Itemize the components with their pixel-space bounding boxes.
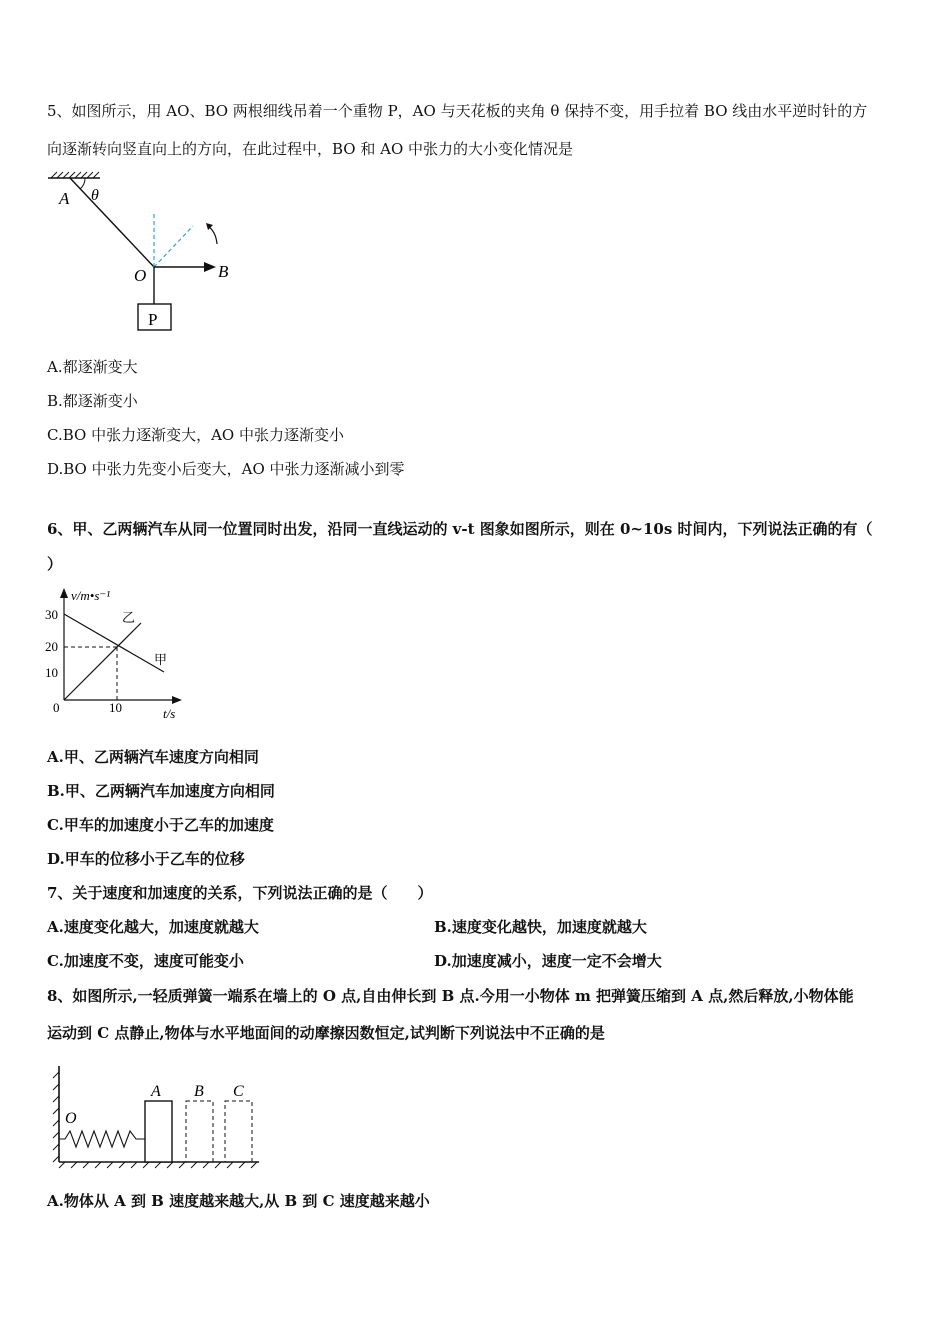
q5-option-d: D.BO 中张力先变小后变大，AO 中张力逐渐减小到零: [47, 460, 405, 478]
label-jia: 甲: [154, 652, 168, 667]
q8-option-a: A.物体从 A 到 B 速度越来越大,从 B 到 C 速度越来越小: [47, 1192, 430, 1210]
dashed-oblique-BO: [154, 226, 193, 267]
q8-stem-line-1: 8、如图所示,一轻质弹簧一端系在墙上的 O 点,自由伸长到 B 点.今用一小物体 m 把弹簧压缩到 A 点,然后释放,小物体能: [47, 987, 854, 1005]
q6-option-b: B.甲、乙两辆汽车加速度方向相同: [47, 782, 275, 800]
q7-option-c: C.加速度不变，速度可能变小: [47, 952, 244, 970]
q7-option-b: B.速度变化越快，加速度就越大: [434, 918, 647, 936]
wall: [53, 1066, 59, 1162]
x-axis-label: t/s: [163, 706, 176, 721]
q6-stem-line-1: 6、甲、乙两辆汽车从同一位置同时出发，沿同一直线运动的 v-t 图象如图所示，则在 0~10s 时间内，下列说法正确的有（: [47, 520, 873, 538]
q7-stem: 7、关于速度和加速度的关系，下列说法正确的是（ ）: [47, 884, 433, 902]
q6-option-c: C.甲车的加速度小于乙车的加速度: [47, 816, 274, 834]
y-tick-10: 10: [45, 665, 58, 680]
label-O: O: [134, 266, 147, 285]
q5-option-b: B.都逐渐变小: [47, 392, 138, 410]
label-C: C: [233, 1083, 244, 1100]
arrow-B: [204, 262, 216, 272]
label-O: O: [65, 1110, 77, 1127]
q8-stem-line-2: 运动到 C 点静止,物体与水平地面间的动摩擦因数恒定,试判断下列说法中不正确的是: [47, 1024, 605, 1042]
q6-option-d: D.甲车的位移小于乙车的位移: [47, 850, 245, 868]
rope-AO: [70, 178, 154, 267]
label-theta: θ: [91, 187, 99, 204]
y-axis-arrow: [60, 588, 68, 598]
label-A: A: [59, 189, 70, 208]
q6-vt-graph: [40, 582, 190, 724]
q6-stem-line-2: ）: [47, 555, 63, 573]
q5-stem-line-1: 5、如图所示，用 AO、BO 两根细线吊着一个重物 P，AO 与天花板的夹角 θ 保持不变，用手拉着 BO 线由水平逆时针的方: [47, 102, 868, 120]
q7-option-a: A.速度变化越大，加速度就越大: [47, 918, 259, 936]
line-jia: [64, 614, 164, 672]
q6-option-a: A.甲、乙两辆汽车速度方向相同: [47, 748, 259, 766]
label-B: B: [194, 1083, 204, 1100]
q5-figure: [40, 168, 240, 336]
y-axis-label: v/m•s⁻¹: [71, 588, 111, 603]
rotation-arc: [208, 226, 217, 244]
q8-figure: [45, 1060, 275, 1172]
label-A: A: [151, 1083, 161, 1100]
spring: [59, 1131, 145, 1147]
label-yi: 乙: [122, 610, 136, 625]
origin-label: 0: [53, 700, 60, 715]
y-tick-20: 20: [45, 639, 58, 654]
q7-option-d: D.加速度减小，速度一定不会增大: [434, 952, 662, 970]
block-at-A: [145, 1101, 172, 1162]
x-axis-arrow: [172, 696, 182, 704]
q5-stem-line-2: 向逐渐转向竖直向上的方向，在此过程中，BO 和 AO 中张力的大小变化情况是: [47, 140, 574, 158]
floor: [59, 1162, 259, 1168]
dashed-block-C: [225, 1101, 252, 1162]
line-yi: [64, 623, 141, 700]
q5-option-a: A.都逐渐变大: [47, 358, 138, 376]
ceiling: [48, 172, 100, 178]
y-tick-30: 30: [45, 607, 58, 622]
q5-option-c: C.BO 中张力逐渐变大，AO 中张力逐渐变小: [47, 426, 344, 444]
theta-arc: [80, 178, 85, 189]
label-B: B: [218, 262, 229, 281]
dashed-block-B: [186, 1101, 213, 1162]
x-tick-10: 10: [109, 700, 122, 715]
label-P: P: [148, 310, 158, 329]
